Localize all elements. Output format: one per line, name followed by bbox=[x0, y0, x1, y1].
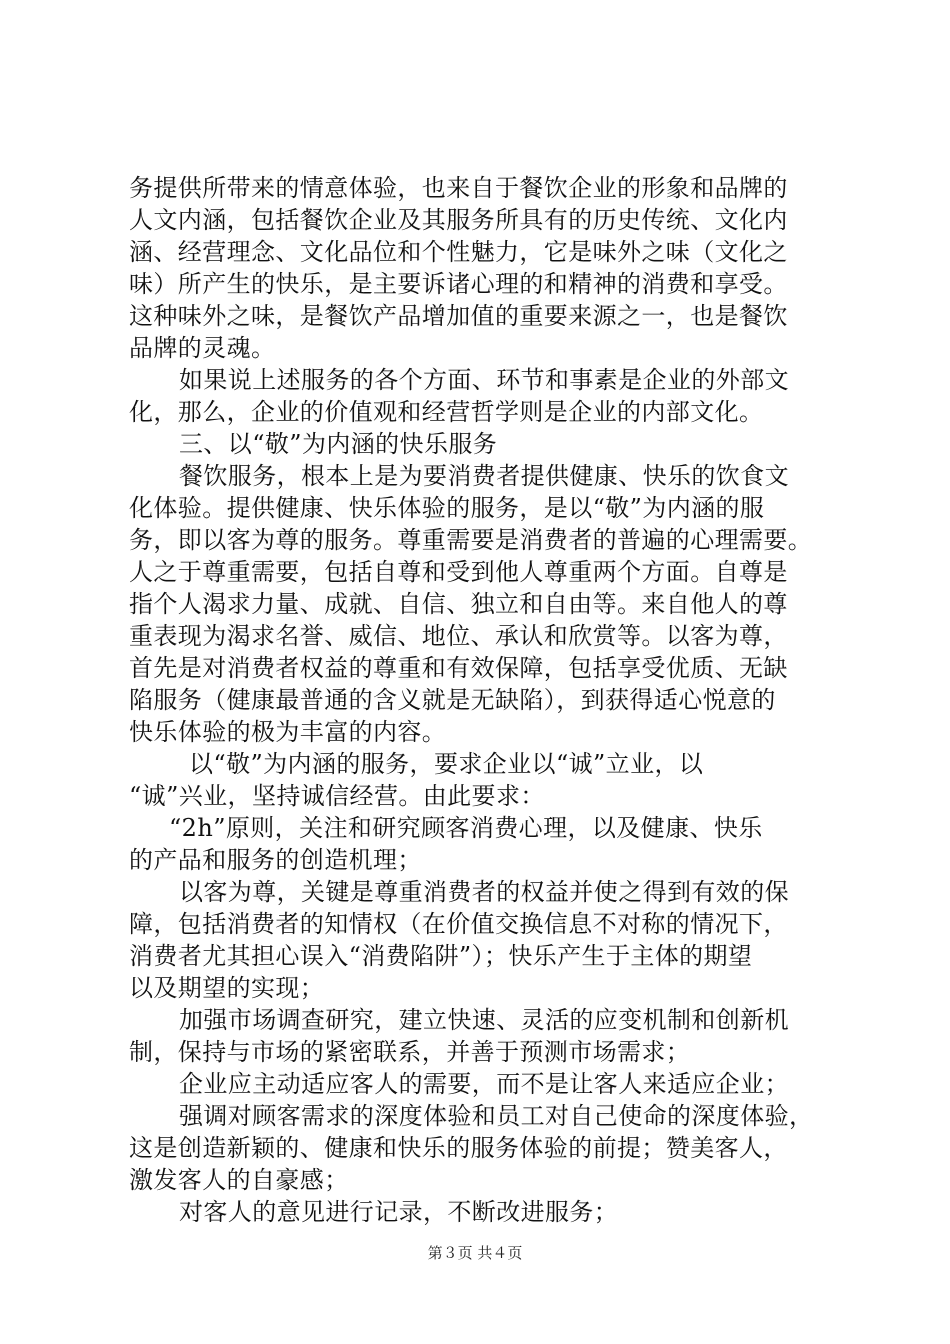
text-line: “诚”兴业，坚持诚信经营。由此要求： bbox=[129, 782, 545, 810]
text-line: 化，那么，企业的价值观和经营哲学则是企业的内部文化。 bbox=[129, 398, 764, 426]
text-line: 涵、经营理念、文化品位和个性魅力，它是味外之味（文化之 bbox=[129, 238, 788, 266]
page-number-footer: 第３页 共４页 bbox=[427, 1244, 523, 1262]
text-line: 首先是对消费者权益的尊重和有效保障，包括享受优质、无缺 bbox=[129, 654, 788, 682]
text-line: 品牌的灵魂。 bbox=[129, 334, 276, 362]
text-line: 企业应主动适应客人的需要，而不是让客人来适应企业； bbox=[179, 1070, 789, 1098]
text-line: 以及期望的实现； bbox=[129, 974, 325, 1002]
text-line: 务提供所带来的情意体验，也来自于餐饮企业的形象和品牌的 bbox=[129, 174, 788, 202]
text-line: 以“敬”为内涵的服务，要求企业以“诚”立业，以 bbox=[189, 750, 704, 778]
text-line: 务，即以客为尊的服务。尊重需要是消费者的普遍的心理需要。 bbox=[129, 526, 813, 554]
text-line: 陷服务（健康最普通的含义就是无缺陷），到获得适心悦意的 bbox=[129, 686, 776, 714]
text-line: 快乐体验的极为丰富的内容。 bbox=[129, 718, 447, 746]
text-line: 人之于尊重需要，包括自尊和受到他人尊重两个方面。自尊是 bbox=[129, 558, 788, 586]
section-heading: 三、以“敬”为内涵的快乐服务 bbox=[179, 430, 498, 458]
text-line: 如果说上述服务的各个方面、环节和事素是企业的外部文 bbox=[179, 366, 789, 394]
text-line: 消费者尤其担心误入“消费陷阱”）；快乐产生于主体的期望 bbox=[129, 942, 753, 970]
text-line: 重表现为渴求名誉、威信、地位、承认和欣赏等。以客为尊， bbox=[129, 622, 788, 650]
text-line: 这种味外之味，是餐饮产品增加值的重要来源之一，也是餐饮 bbox=[129, 302, 788, 330]
text-line: 加强市场调查研究，建立快速、灵活的应变机制和创新机 bbox=[179, 1006, 789, 1034]
text-line: “2h”原则，关注和研究顾客消费心理，以及健康、快乐 bbox=[169, 814, 763, 842]
text-line: 的产品和服务的创造机理； bbox=[129, 846, 422, 874]
text-line: 人文内涵，包括餐饮企业及其服务所具有的历史传统、文化内 bbox=[129, 206, 788, 234]
text-line: 指个人渴求力量、成就、自信、独立和自由等。来自他人的尊 bbox=[129, 590, 788, 618]
text-line: 这是创造新颖的、健康和快乐的服务体验的前提；赞美客人， bbox=[129, 1134, 788, 1162]
text-line: 激发客人的自豪感； bbox=[129, 1166, 349, 1194]
text-line: 味）所产生的快乐，是主要诉诸心理的和精神的消费和享受。 bbox=[129, 270, 788, 298]
text-line: 制，保持与市场的紧密联系，并善于预测市场需求； bbox=[129, 1038, 691, 1066]
text-line: 餐饮服务，根本上是为要消费者提供健康、快乐的饮食文 bbox=[179, 462, 789, 490]
text-line: 对客人的意见进行记录，不断改进服务； bbox=[179, 1198, 619, 1226]
text-line: 障，包括消费者的知情权（在价值交换信息不对称的情况下， bbox=[129, 910, 788, 938]
text-line: 以客为尊，关键是尊重消费者的权益并使之得到有效的保 bbox=[179, 878, 789, 906]
text-line: 化体验。提供健康、快乐体验的服务，是以“敬”为内涵的服 bbox=[129, 494, 765, 522]
text-line: 强调对顾客需求的深度体验和员工对自己使命的深度体验， bbox=[179, 1102, 814, 1130]
